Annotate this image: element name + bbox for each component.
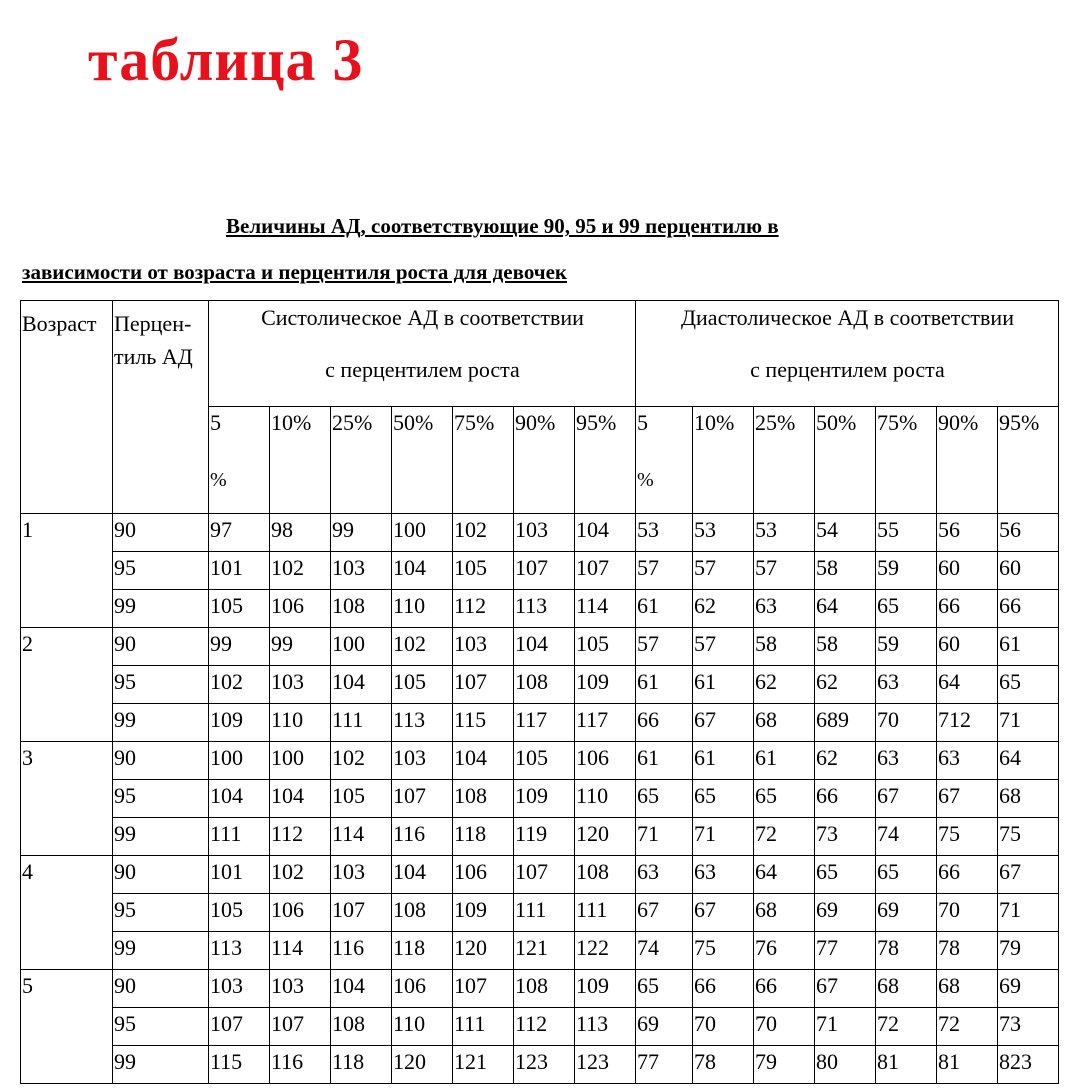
bp-percentile-cell: 99 [113, 704, 209, 742]
systolic-value-cell: 104 [453, 742, 514, 780]
diastolic-value-cell: 56 [937, 514, 998, 552]
diastolic-value-cell: 72 [754, 818, 815, 856]
diastolic-value-cell: 689 [815, 704, 876, 742]
systolic-value-cell: 115 [453, 704, 514, 742]
systolic-value-cell: 100 [392, 514, 453, 552]
diastolic-value-cell: 77 [815, 932, 876, 970]
diastolic-value-cell: 64 [754, 856, 815, 894]
bp-percentile-cell: 90 [113, 742, 209, 780]
diastolic-value-cell: 55 [876, 514, 937, 552]
diastolic-value-cell: 67 [636, 894, 693, 932]
diastolic-value-cell: 75 [693, 932, 754, 970]
systolic-value-cell: 104 [331, 970, 392, 1008]
systolic-value-cell: 117 [514, 704, 575, 742]
diastolic-value-cell: 78 [876, 932, 937, 970]
dia-col-header: 50% [815, 407, 876, 514]
systolic-value-cell: 113 [392, 704, 453, 742]
table-row [21, 780, 1059, 818]
diastolic-value-cell: 61 [998, 628, 1059, 666]
diastolic-value-cell: 66 [754, 970, 815, 1008]
bp-percentile-cell: 99 [113, 590, 209, 628]
systolic-value-cell: 109 [575, 970, 636, 1008]
diastolic-value-cell: 73 [815, 818, 876, 856]
systolic-value-cell: 120 [575, 818, 636, 856]
diastolic-value-cell: 70 [754, 1008, 815, 1046]
diastolic-value-cell: 71 [998, 704, 1059, 742]
diastolic-value-cell: 66 [636, 704, 693, 742]
bp-percentile-cell: 99 [113, 818, 209, 856]
bp-percentile-cell: 99 [113, 932, 209, 970]
age-cell: 3 [21, 742, 113, 856]
diastolic-value-cell: 57 [693, 628, 754, 666]
systolic-value-cell: 111 [453, 1008, 514, 1046]
table-row [21, 590, 1059, 628]
bp-percentile-cell: 95 [113, 780, 209, 818]
systolic-value-cell: 108 [453, 780, 514, 818]
diastolic-value-cell: 65 [998, 666, 1059, 704]
diastolic-value-cell: 67 [876, 780, 937, 818]
bp-percentile-cell: 95 [113, 1008, 209, 1046]
diastolic-value-cell: 62 [815, 666, 876, 704]
systolic-value-cell: 108 [514, 666, 575, 704]
diastolic-value-cell: 75 [998, 818, 1059, 856]
systolic-value-cell: 105 [514, 742, 575, 780]
dia-col-header: 25% [754, 407, 815, 514]
table-row [21, 514, 1059, 552]
sys-col-header: 25% [331, 407, 392, 514]
bp-percentile-cell: 90 [113, 628, 209, 666]
diastolic-value-cell: 65 [876, 856, 937, 894]
table-row [21, 1008, 1059, 1046]
diastolic-value-cell: 58 [754, 628, 815, 666]
systolic-value-cell: 102 [392, 628, 453, 666]
systolic-value-cell: 113 [575, 1008, 636, 1046]
systolic-value-cell: 109 [209, 704, 270, 742]
diastolic-value-cell: 65 [876, 590, 937, 628]
diastolic-value-cell: 71 [998, 894, 1059, 932]
diastolic-value-cell: 65 [693, 780, 754, 818]
systolic-value-cell: 101 [209, 552, 270, 590]
diastolic-value-cell: 66 [693, 970, 754, 1008]
systolic-value-cell: 112 [514, 1008, 575, 1046]
diastolic-value-cell: 74 [876, 818, 937, 856]
diastolic-value-cell: 62 [754, 666, 815, 704]
table-row [21, 1046, 1059, 1084]
diastolic-value-cell: 57 [636, 552, 693, 590]
bp-percentile-cell: 90 [113, 970, 209, 1008]
systolic-value-cell: 118 [331, 1046, 392, 1084]
systolic-value-cell: 106 [453, 856, 514, 894]
diastolic-value-cell: 81 [876, 1046, 937, 1084]
systolic-value-cell: 100 [270, 742, 331, 780]
diastolic-value-cell: 67 [998, 856, 1059, 894]
systolic-value-cell: 110 [392, 1008, 453, 1046]
systolic-group-line-2: с перцентилем роста [325, 357, 520, 382]
diastolic-value-cell: 56 [998, 514, 1059, 552]
diastolic-value-cell: 69 [876, 894, 937, 932]
age-cell: 4 [21, 856, 113, 970]
diastolic-value-cell: 70 [937, 894, 998, 932]
table-row [21, 704, 1059, 742]
diastolic-value-cell: 63 [876, 666, 937, 704]
systolic-value-cell: 110 [575, 780, 636, 818]
systolic-value-cell: 111 [331, 704, 392, 742]
diastolic-value-cell: 64 [937, 666, 998, 704]
diastolic-value-cell: 75 [937, 818, 998, 856]
diastolic-value-cell: 79 [754, 1046, 815, 1084]
age-cell: 2 [21, 628, 113, 742]
table-row [21, 628, 1059, 666]
systolic-value-cell: 103 [514, 514, 575, 552]
diastolic-value-cell: 63 [937, 742, 998, 780]
diastolic-value-cell: 58 [815, 628, 876, 666]
dia-col-header: 95% [998, 407, 1059, 514]
diastolic-value-cell: 53 [754, 514, 815, 552]
diastolic-value-cell: 823 [998, 1046, 1059, 1084]
sys-col-header: 10% [270, 407, 331, 514]
bp-percentile-cell: 90 [113, 856, 209, 894]
slide-title: таблица 3 [88, 27, 364, 93]
table-row [21, 818, 1059, 856]
systolic-value-cell: 102 [270, 552, 331, 590]
systolic-value-cell: 114 [331, 818, 392, 856]
diastolic-value-cell: 61 [693, 666, 754, 704]
diastolic-value-cell: 69 [998, 970, 1059, 1008]
systolic-value-cell: 99 [209, 628, 270, 666]
diastolic-value-cell: 69 [636, 1008, 693, 1046]
diastolic-value-cell: 59 [876, 628, 937, 666]
systolic-value-cell: 114 [270, 932, 331, 970]
systolic-value-cell: 97 [209, 514, 270, 552]
systolic-value-cell: 103 [270, 666, 331, 704]
systolic-value-cell: 107 [209, 1008, 270, 1046]
diastolic-value-cell: 73 [998, 1008, 1059, 1046]
systolic-value-cell: 109 [575, 666, 636, 704]
diastolic-value-cell: 57 [754, 552, 815, 590]
systolic-value-cell: 100 [331, 628, 392, 666]
systolic-value-cell: 104 [392, 552, 453, 590]
header-age: Возраст [21, 301, 113, 514]
systolic-value-cell: 105 [331, 780, 392, 818]
bp-percentile-cell: 95 [113, 666, 209, 704]
dia-col-header: 90% [937, 407, 998, 514]
dia-col-header: 75% [876, 407, 937, 514]
header-systolic-group [209, 301, 636, 407]
diastolic-value-cell: 68 [754, 894, 815, 932]
systolic-value-cell: 107 [392, 780, 453, 818]
systolic-value-cell: 103 [331, 552, 392, 590]
diastolic-value-cell: 63 [754, 590, 815, 628]
table-row [21, 856, 1059, 894]
systolic-value-cell: 123 [514, 1046, 575, 1084]
diastolic-value-cell: 68 [937, 970, 998, 1008]
systolic-value-cell: 108 [392, 894, 453, 932]
systolic-value-cell: 103 [453, 628, 514, 666]
systolic-value-cell: 110 [270, 704, 331, 742]
diastolic-value-cell: 70 [693, 1008, 754, 1046]
diastolic-group-line-1: Диастолическое АД в соответствии [681, 305, 1014, 330]
diastolic-value-cell: 61 [636, 666, 693, 704]
sys-col-header: 75% [453, 407, 514, 514]
table-caption-line-2: зависимости от возраста и перцентиля роста для девочек [22, 260, 568, 284]
table-row [21, 552, 1059, 590]
systolic-value-cell: 107 [514, 552, 575, 590]
systolic-value-cell: 105 [209, 590, 270, 628]
sys-col-header: 95% [575, 407, 636, 514]
diastolic-value-cell: 66 [937, 590, 998, 628]
systolic-value-cell: 104 [514, 628, 575, 666]
diastolic-value-cell: 63 [693, 856, 754, 894]
diastolic-value-cell: 64 [815, 590, 876, 628]
systolic-value-cell: 103 [392, 742, 453, 780]
systolic-value-cell: 105 [392, 666, 453, 704]
systolic-value-cell: 121 [514, 932, 575, 970]
systolic-value-cell: 102 [453, 514, 514, 552]
diastolic-value-cell: 71 [693, 818, 754, 856]
diastolic-value-cell: 72 [876, 1008, 937, 1046]
systolic-value-cell: 107 [331, 894, 392, 932]
diastolic-value-cell: 60 [937, 552, 998, 590]
systolic-value-cell: 107 [575, 552, 636, 590]
systolic-value-cell: 109 [453, 894, 514, 932]
systolic-value-cell: 98 [270, 514, 331, 552]
sys-col-header: 90% [514, 407, 575, 514]
systolic-value-cell: 113 [209, 932, 270, 970]
systolic-value-cell: 102 [209, 666, 270, 704]
systolic-value-cell: 101 [209, 856, 270, 894]
systolic-value-cell: 107 [514, 856, 575, 894]
systolic-value-cell: 114 [575, 590, 636, 628]
bp-percentile-cell: 99 [113, 1046, 209, 1084]
diastolic-value-cell: 69 [815, 894, 876, 932]
systolic-value-cell: 122 [575, 932, 636, 970]
systolic-value-cell: 115 [209, 1046, 270, 1084]
systolic-value-cell: 116 [270, 1046, 331, 1084]
systolic-value-cell: 107 [453, 666, 514, 704]
table-row [21, 894, 1059, 932]
diastolic-value-cell: 74 [636, 932, 693, 970]
diastolic-value-cell: 712 [937, 704, 998, 742]
systolic-value-cell: 103 [209, 970, 270, 1008]
systolic-value-cell: 108 [331, 590, 392, 628]
diastolic-value-cell: 66 [937, 856, 998, 894]
diastolic-value-cell: 66 [815, 780, 876, 818]
diastolic-value-cell: 65 [636, 780, 693, 818]
diastolic-value-cell: 63 [876, 742, 937, 780]
systolic-value-cell: 99 [331, 514, 392, 552]
systolic-value-cell: 103 [331, 856, 392, 894]
systolic-value-cell: 107 [453, 970, 514, 1008]
blood-pressure-table [20, 300, 1059, 1084]
systolic-value-cell: 104 [392, 856, 453, 894]
diastolic-value-cell: 70 [876, 704, 937, 742]
systolic-value-cell: 108 [575, 856, 636, 894]
diastolic-value-cell: 63 [636, 856, 693, 894]
header-diastolic-group [636, 301, 1059, 407]
table-row [21, 932, 1059, 970]
table-row [21, 742, 1059, 780]
sys-col-header: 5 % [209, 407, 270, 514]
diastolic-value-cell: 68 [754, 704, 815, 742]
systolic-value-cell: 108 [331, 1008, 392, 1046]
sys-col-header: 50% [392, 407, 453, 514]
diastolic-value-cell: 65 [754, 780, 815, 818]
systolic-value-cell: 102 [331, 742, 392, 780]
diastolic-value-cell: 60 [998, 552, 1059, 590]
systolic-value-cell: 112 [453, 590, 514, 628]
systolic-value-cell: 103 [270, 970, 331, 1008]
systolic-value-cell: 118 [392, 932, 453, 970]
diastolic-value-cell: 53 [693, 514, 754, 552]
systolic-value-cell: 106 [392, 970, 453, 1008]
systolic-value-cell: 104 [209, 780, 270, 818]
systolic-value-cell: 120 [392, 1046, 453, 1084]
systolic-value-cell: 107 [270, 1008, 331, 1046]
diastolic-value-cell: 80 [815, 1046, 876, 1084]
diastolic-value-cell: 68 [876, 970, 937, 1008]
header-bp-percentile: Перцен-тиль АД [113, 301, 209, 514]
systolic-value-cell: 104 [270, 780, 331, 818]
systolic-value-cell: 105 [575, 628, 636, 666]
systolic-value-cell: 118 [453, 818, 514, 856]
diastolic-value-cell: 66 [998, 590, 1059, 628]
diastolic-value-cell: 61 [636, 742, 693, 780]
diastolic-value-cell: 61 [754, 742, 815, 780]
diastolic-value-cell: 61 [693, 742, 754, 780]
systolic-value-cell: 109 [514, 780, 575, 818]
systolic-value-cell: 116 [392, 818, 453, 856]
systolic-group-line-1: Систолическое АД в соответствии [261, 305, 584, 330]
systolic-value-cell: 104 [331, 666, 392, 704]
diastolic-value-cell: 67 [815, 970, 876, 1008]
systolic-value-cell: 108 [514, 970, 575, 1008]
diastolic-value-cell: 57 [693, 552, 754, 590]
table-row [21, 666, 1059, 704]
systolic-value-cell: 106 [575, 742, 636, 780]
diastolic-value-cell: 62 [815, 742, 876, 780]
systolic-value-cell: 111 [514, 894, 575, 932]
diastolic-value-cell: 79 [998, 932, 1059, 970]
diastolic-value-cell: 64 [998, 742, 1059, 780]
diastolic-value-cell: 76 [754, 932, 815, 970]
systolic-value-cell: 120 [453, 932, 514, 970]
diastolic-value-cell: 60 [937, 628, 998, 666]
diastolic-value-cell: 71 [815, 1008, 876, 1046]
table-header [21, 301, 1059, 514]
bp-percentile-cell: 90 [113, 514, 209, 552]
diastolic-value-cell: 61 [636, 590, 693, 628]
age-cell: 5 [21, 970, 113, 1084]
diastolic-value-cell: 59 [876, 552, 937, 590]
diastolic-value-cell: 65 [815, 856, 876, 894]
systolic-value-cell: 116 [331, 932, 392, 970]
table-caption-line-1: Величины АД, соответствующие 90, 95 и 99 перцентилю в [226, 214, 779, 238]
systolic-value-cell: 121 [453, 1046, 514, 1084]
diastolic-value-cell: 68 [998, 780, 1059, 818]
diastolic-value-cell: 65 [636, 970, 693, 1008]
diastolic-value-cell: 71 [636, 818, 693, 856]
systolic-value-cell: 106 [270, 590, 331, 628]
diastolic-value-cell: 77 [636, 1046, 693, 1084]
systolic-value-cell: 100 [209, 742, 270, 780]
diastolic-value-cell: 72 [937, 1008, 998, 1046]
bp-percentile-cell: 95 [113, 894, 209, 932]
age-cell: 1 [21, 514, 113, 628]
diastolic-value-cell: 67 [693, 704, 754, 742]
systolic-value-cell: 105 [209, 894, 270, 932]
systolic-value-cell: 99 [270, 628, 331, 666]
diastolic-value-cell: 58 [815, 552, 876, 590]
systolic-value-cell: 123 [575, 1046, 636, 1084]
diastolic-value-cell: 78 [937, 932, 998, 970]
dia-col-header: 5 % [636, 407, 693, 514]
systolic-value-cell: 113 [514, 590, 575, 628]
systolic-value-cell: 105 [453, 552, 514, 590]
systolic-value-cell: 110 [392, 590, 453, 628]
table-row [21, 970, 1059, 1008]
systolic-value-cell: 119 [514, 818, 575, 856]
diastolic-value-cell: 62 [693, 590, 754, 628]
dia-col-header: 10% [693, 407, 754, 514]
diastolic-value-cell: 57 [636, 628, 693, 666]
diastolic-value-cell: 54 [815, 514, 876, 552]
diastolic-value-cell: 67 [693, 894, 754, 932]
diastolic-value-cell: 67 [937, 780, 998, 818]
systolic-value-cell: 106 [270, 894, 331, 932]
systolic-value-cell: 104 [575, 514, 636, 552]
systolic-value-cell: 111 [209, 818, 270, 856]
systolic-value-cell: 102 [270, 856, 331, 894]
diastolic-value-cell: 53 [636, 514, 693, 552]
table-body [21, 514, 1059, 1084]
bp-percentile-cell: 95 [113, 552, 209, 590]
diastolic-group-line-2: с перцентилем роста [750, 357, 945, 382]
diastolic-value-cell: 81 [937, 1046, 998, 1084]
systolic-value-cell: 111 [575, 894, 636, 932]
diastolic-value-cell: 78 [693, 1046, 754, 1084]
systolic-value-cell: 112 [270, 818, 331, 856]
systolic-value-cell: 117 [575, 704, 636, 742]
